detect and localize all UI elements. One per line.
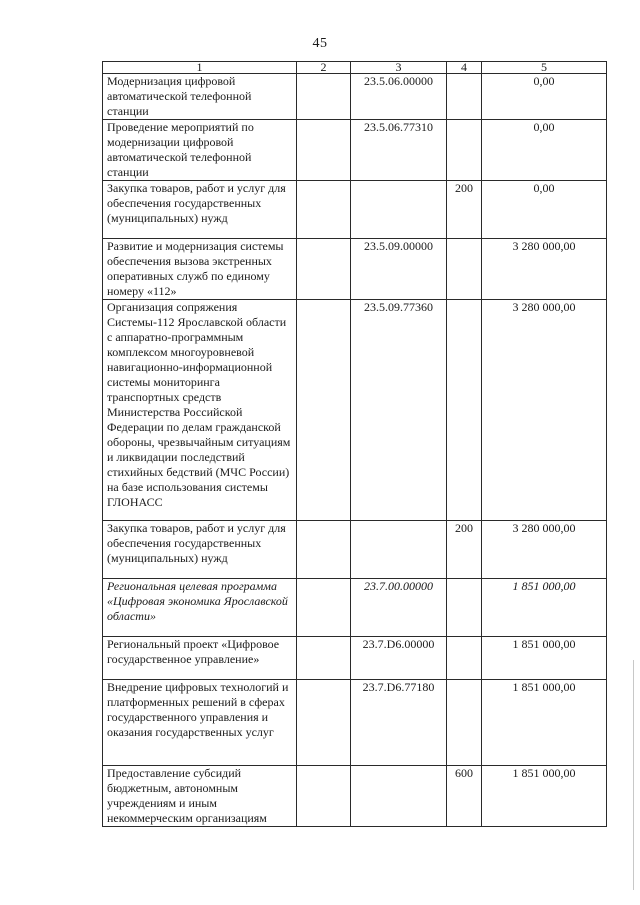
row-amount: 3 280 000,00 bbox=[482, 521, 607, 579]
row-code: 23.5.06.77310 bbox=[351, 120, 447, 181]
table-row bbox=[103, 181, 607, 239]
row-col2 bbox=[297, 521, 351, 579]
row-col2 bbox=[297, 766, 351, 827]
row-name: Закупка товаров, работ и услуг для обеспечения государственных (муниципальных) нужд bbox=[103, 521, 297, 579]
row-kvr: 600 bbox=[447, 766, 482, 827]
row-code: 23.7.D6.77180 bbox=[351, 680, 447, 766]
row-code bbox=[351, 181, 447, 239]
row-kvr bbox=[447, 579, 482, 637]
row-col2 bbox=[297, 74, 351, 120]
row-col2 bbox=[297, 637, 351, 680]
row-col2 bbox=[297, 300, 351, 521]
row-amount: 3 280 000,00 bbox=[482, 300, 607, 521]
table-row bbox=[103, 74, 607, 120]
row-amount: 0,00 bbox=[482, 181, 607, 239]
row-code: 23.5.09.00000 bbox=[351, 239, 447, 300]
row-amount: 1 851 000,00 bbox=[482, 579, 607, 637]
row-code: 23.7.00.00000 bbox=[351, 579, 447, 637]
row-col2 bbox=[297, 579, 351, 637]
row-col2 bbox=[297, 120, 351, 181]
table-row bbox=[103, 239, 607, 300]
row-name: Развитие и модернизация системы обеспечения вызова экстренных оперативных служб по единому номеру «112» bbox=[103, 239, 297, 300]
row-amount: 1 851 000,00 bbox=[482, 680, 607, 766]
row-kvr bbox=[447, 120, 482, 181]
budget-table bbox=[102, 61, 607, 827]
row-code: 23.7.D6.00000 bbox=[351, 637, 447, 680]
table-row bbox=[103, 766, 607, 827]
table-header-row bbox=[103, 62, 607, 74]
table-row bbox=[103, 579, 607, 637]
column-header-5: 5 bbox=[482, 62, 607, 74]
row-name: Проведение мероприятий по модернизации цифровой автоматической телефонной станции bbox=[103, 120, 297, 181]
column-header-2: 2 bbox=[297, 62, 351, 74]
table-row bbox=[103, 120, 607, 181]
table-row bbox=[103, 521, 607, 579]
row-kvr bbox=[447, 74, 482, 120]
row-kvr bbox=[447, 637, 482, 680]
row-name: Региональная целевая программа «Цифровая экономика Ярославской области» bbox=[103, 579, 297, 637]
row-name: Предоставление субсидий бюджетным, автономным учреждениям и иным некоммерческим организациям bbox=[103, 766, 297, 827]
row-kvr bbox=[447, 680, 482, 766]
row-col2 bbox=[297, 239, 351, 300]
row-code bbox=[351, 521, 447, 579]
column-header-1: 1 bbox=[103, 62, 297, 74]
budget-table-body bbox=[103, 62, 607, 827]
row-col2 bbox=[297, 680, 351, 766]
row-kvr bbox=[447, 300, 482, 521]
row-code: 23.5.06.00000 bbox=[351, 74, 447, 120]
row-name: Модернизация цифровой автоматической телефонной станции bbox=[103, 74, 297, 120]
row-name: Организация сопряжения Системы-112 Ярославской области с аппаратно-программным комплексом многоуровневой навигационно-информационной системы мониторинга транспортных средств Министерства Российской Федерации по делам гражданской обороны, чрезвычайным ситуациям и ликвидации последствий стихийных бедствий (МЧС России) на базе использования системы ГЛОНАСС bbox=[103, 300, 297, 521]
margin-stamp bbox=[624, 660, 638, 900]
table-row bbox=[103, 680, 607, 766]
table-row bbox=[103, 637, 607, 680]
column-header-4: 4 bbox=[447, 62, 482, 74]
row-amount: 0,00 bbox=[482, 74, 607, 120]
row-code bbox=[351, 766, 447, 827]
row-amount: 3 280 000,00 bbox=[482, 239, 607, 300]
row-amount: 1 851 000,00 bbox=[482, 637, 607, 680]
row-kvr: 200 bbox=[447, 181, 482, 239]
row-kvr: 200 bbox=[447, 521, 482, 579]
row-amount: 1 851 000,00 bbox=[482, 766, 607, 827]
page-number: 45 bbox=[312, 36, 328, 51]
row-name: Региональный проект «Цифровое государственное управление» bbox=[103, 637, 297, 680]
row-name: Внедрение цифровых технологий и платформенных решений в сферах государственного управления и оказания государственных услуг bbox=[103, 680, 297, 766]
table-row bbox=[103, 300, 607, 521]
row-name: Закупка товаров, работ и услуг для обеспечения государственных (муниципальных) нужд bbox=[103, 181, 297, 239]
row-kvr bbox=[447, 239, 482, 300]
row-amount: 0,00 bbox=[482, 120, 607, 181]
column-header-3: 3 bbox=[351, 62, 447, 74]
row-code: 23.5.09.77360 bbox=[351, 300, 447, 521]
row-col2 bbox=[297, 181, 351, 239]
